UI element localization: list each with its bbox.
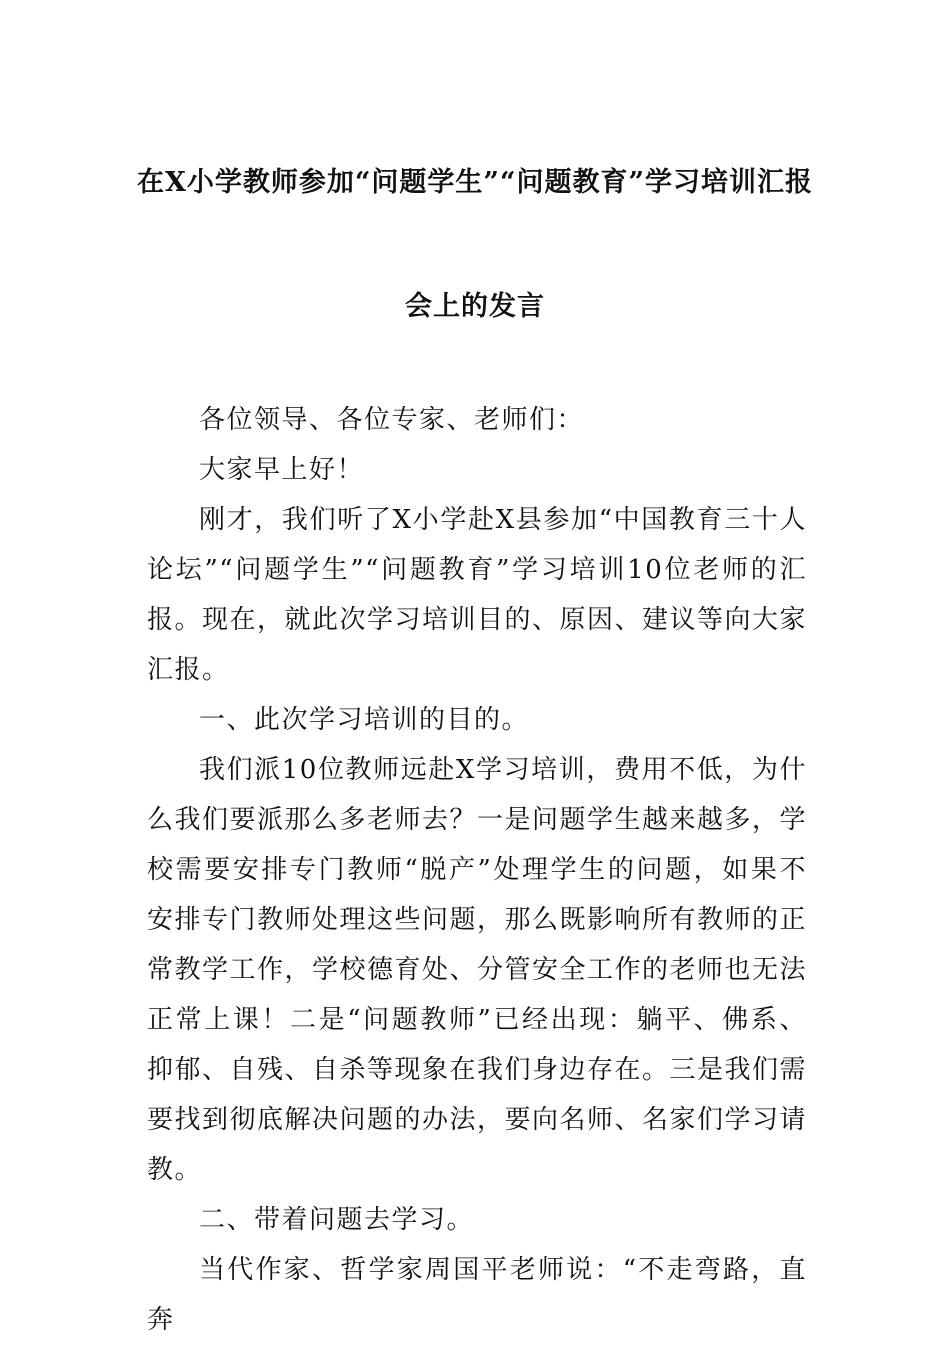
section-heading-2: 二、带着问题去学习。	[199, 1205, 475, 1235]
section-heading-1: 一、此次学习培训的目的。	[199, 705, 530, 735]
salutation-paragraph: 各位领导、各位专家、老师们：	[199, 405, 585, 435]
document-title-line-1: 在X小学教师参加“问题学生”“问题教育”学习培训汇报	[136, 167, 814, 198]
greeting-paragraph: 大家早上好！	[199, 455, 365, 485]
document-title-line-2: 会上的发言	[405, 291, 545, 322]
section-2-paragraph: 当代作家、哲学家周国平老师说：“不走弯路，直奔	[147, 1255, 807, 1335]
section-1-paragraph: 我们派10位教师远赴X学习培训，费用不低，为什么我们要派那么多老师去？一是问题学生越来越多，学校需要安排专门教师“脱产”处理学生的问题，如果不安排专门教师处理这些问题，那么既影响所有教师的正常教学工作，学校德育处、分管安全工作的老师也无法正常上课！二是“问题教师”已经出现：躺平、佛系、抑郁、自残、自杀等现象在我们身边存在。三是我们需要找到彻底解决问题的办法，要向名师、名家们学习请教。	[147, 755, 808, 1185]
document-body	[147, 395, 807, 1345]
intro-paragraph: 刚才，我们听了X小学赴X县参加“中国教育三十人论坛”“问题学生”“问题教育”学习培训10位老师的汇报。现在，就此次学习培训目的、原因、建议等向大家汇报。	[147, 505, 808, 685]
